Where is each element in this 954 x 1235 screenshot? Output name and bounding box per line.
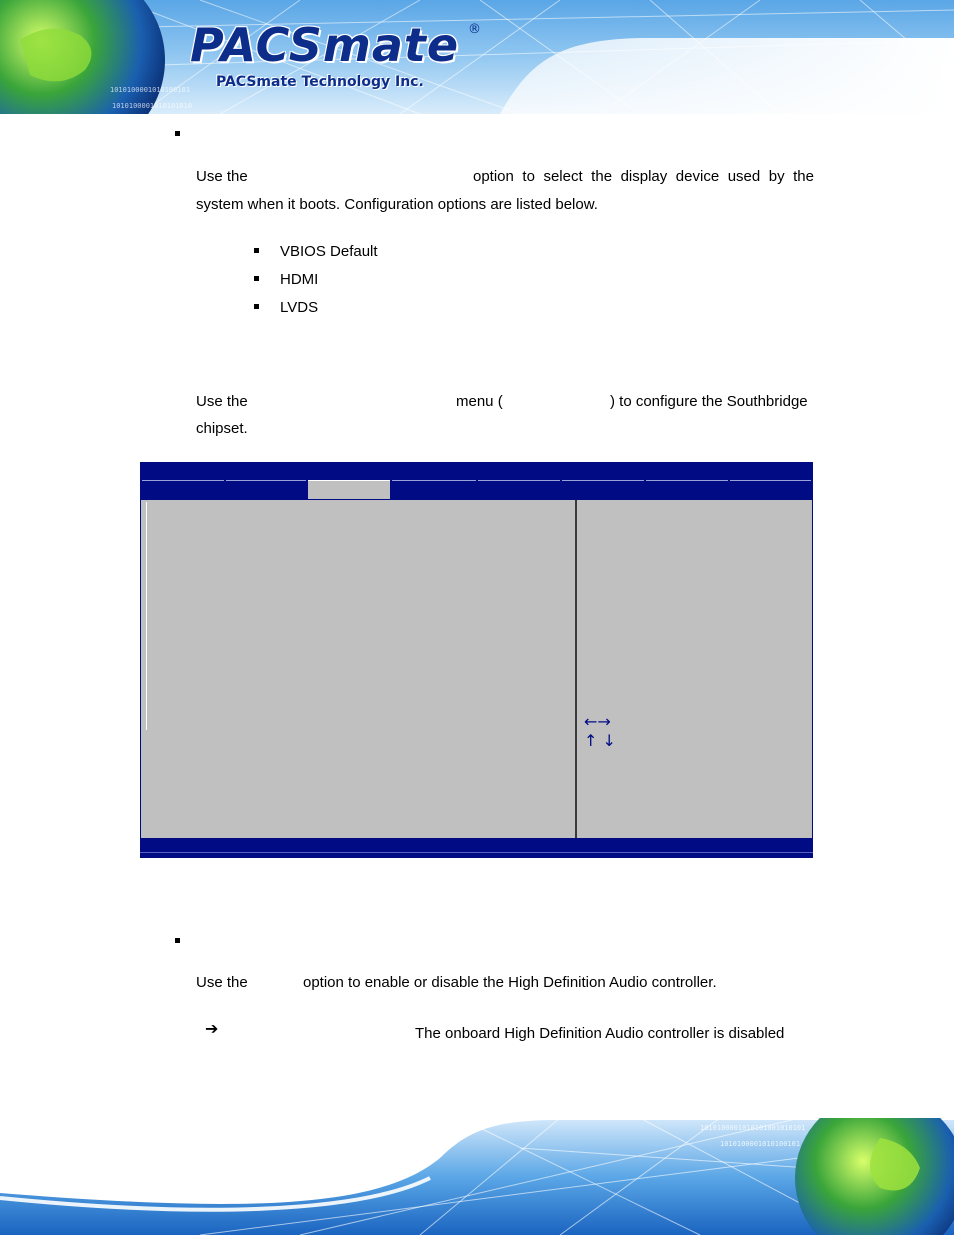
svg-text:1010100001010100101: 1010100001010100101 bbox=[720, 1140, 801, 1148]
paragraph-text: option to enable or disable the High Definition Audio controller. bbox=[303, 974, 717, 991]
option-list-item: HDMI bbox=[280, 271, 319, 288]
paragraph-text: ) to configure the Southbridge bbox=[610, 393, 808, 410]
section-bullet-icon bbox=[175, 938, 180, 943]
bios-footer-bar bbox=[140, 838, 813, 858]
company-logo: PACSmate bbox=[190, 18, 460, 72]
footer-rule bbox=[140, 852, 813, 853]
page-header-banner bbox=[0, 0, 954, 114]
bios-screenshot bbox=[140, 462, 813, 858]
bios-tab[interactable] bbox=[478, 480, 560, 499]
up-down-arrow-icon: ↑ ↓ bbox=[584, 731, 616, 750]
bios-tab[interactable] bbox=[142, 480, 224, 499]
list-bullet-icon bbox=[254, 248, 259, 253]
svg-text:1010100001010101001010101: 1010100001010101001010101 bbox=[700, 1124, 806, 1132]
bios-tab[interactable] bbox=[392, 480, 476, 499]
bios-title-bar bbox=[140, 462, 813, 480]
section-bullet-icon bbox=[175, 131, 180, 136]
footer-artwork bbox=[0, 1118, 954, 1235]
header-artwork bbox=[0, 0, 954, 114]
paragraph-text: Use the bbox=[196, 393, 248, 410]
paragraph-text: menu ( bbox=[456, 393, 503, 410]
list-bullet-icon bbox=[254, 276, 259, 281]
paragraph-text: chipset. bbox=[196, 420, 248, 437]
left-right-arrow-icon: ←→ bbox=[584, 712, 611, 731]
arrow-right-icon: ➔ bbox=[205, 1019, 219, 1038]
option-list-item: LVDS bbox=[280, 299, 319, 316]
bios-tab-active[interactable] bbox=[308, 480, 390, 499]
option-description: The onboard High Definition Audio controller is disabled bbox=[415, 1025, 785, 1042]
company-tagline: PACSmate Technology Inc. bbox=[216, 74, 424, 90]
bios-menu-tabs bbox=[140, 480, 813, 500]
option-list-item: VBIOS Default bbox=[280, 243, 378, 260]
svg-text:1010100001010100101: 1010100001010100101 bbox=[110, 86, 191, 94]
list-bullet-icon bbox=[254, 304, 259, 309]
page-footer-banner bbox=[0, 1118, 954, 1235]
paragraph-text: Use the bbox=[196, 974, 248, 991]
panel-edge bbox=[146, 502, 147, 730]
paragraph-text: Use the bbox=[196, 168, 248, 185]
svg-text:1010100001010101010: 1010100001010101010 bbox=[112, 102, 193, 110]
bios-settings-panel bbox=[141, 500, 575, 838]
bios-help-panel bbox=[577, 500, 812, 838]
bios-tab[interactable] bbox=[730, 480, 811, 499]
paragraph-text: option to select the display device used by the bbox=[473, 168, 814, 185]
bios-tab[interactable] bbox=[646, 480, 728, 499]
bios-tab[interactable] bbox=[226, 480, 306, 499]
paragraph-text: system when it boots. Configuration options are listed below. bbox=[196, 196, 598, 213]
registered-mark: ® bbox=[468, 22, 481, 37]
bios-tab[interactable] bbox=[562, 480, 644, 499]
